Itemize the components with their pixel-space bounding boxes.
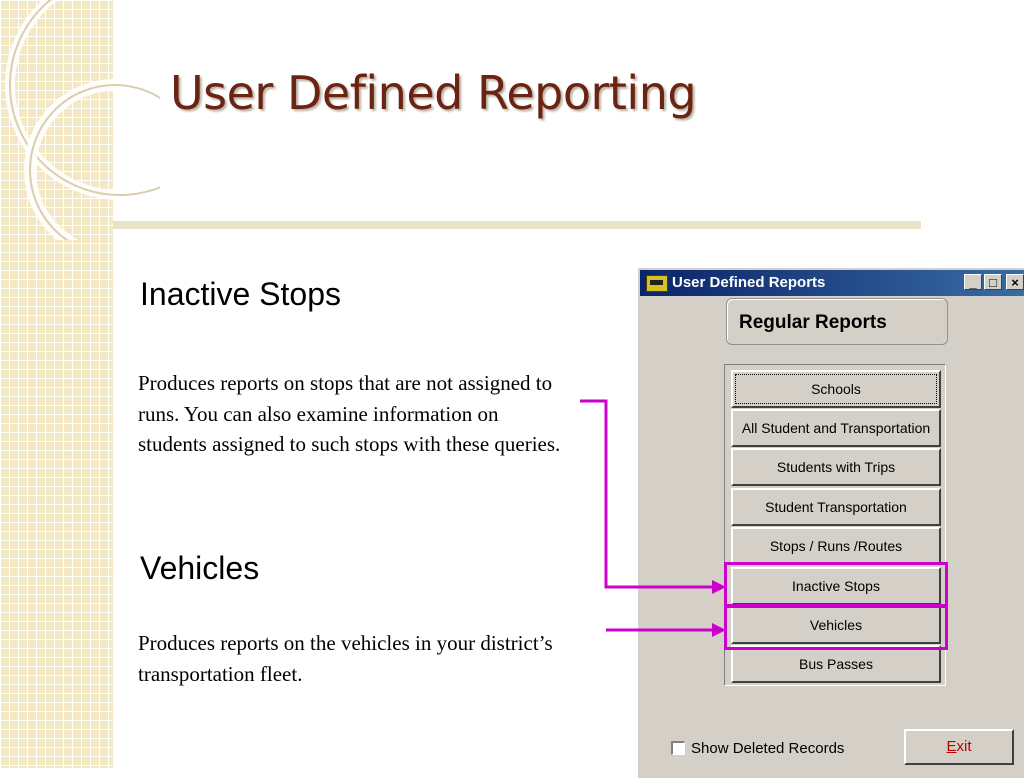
maximize-button[interactable]: □ bbox=[984, 274, 1002, 290]
show-deleted-records-label: Show Deleted Records bbox=[691, 740, 845, 757]
slide-title: User Defined Reporting bbox=[170, 66, 697, 120]
decorative-circles bbox=[0, 0, 160, 240]
students-with-trips-button[interactable]: Students with Trips bbox=[731, 448, 941, 486]
minimize-button[interactable]: _ bbox=[964, 274, 982, 290]
inactive-stops-button[interactable]: Inactive Stops bbox=[731, 567, 941, 605]
exit-button[interactable] bbox=[904, 729, 1014, 765]
section-heading-vehicles: Vehicles bbox=[140, 550, 260, 586]
schools-button[interactable]: Schools bbox=[731, 370, 941, 408]
vehicles-button[interactable]: Vehicles bbox=[731, 606, 941, 644]
student-transportation-button[interactable]: Student Transportation bbox=[731, 488, 941, 526]
exit-accelerator: E bbox=[946, 738, 957, 755]
stops-runs-routes-button[interactable]: Stops / Runs /Routes bbox=[731, 527, 941, 565]
vehicles-highlight bbox=[724, 604, 948, 650]
all-student-and-transportation-button[interactable]: All Student and Transportation bbox=[731, 409, 941, 447]
title-divider bbox=[113, 221, 921, 229]
regular-reports-label-box bbox=[726, 298, 948, 345]
section-heading-inactive-stops: Inactive Stops bbox=[140, 276, 341, 312]
dialog-title: User Defined Reports bbox=[672, 274, 826, 291]
section-body-vehicles: Produces reports on the vehicles in your district’s transportation fleet. bbox=[138, 631, 553, 686]
app-icon bbox=[646, 275, 668, 292]
section-body-inactive-stops: Produces reports on stops that are not assigned to runs. You can also examine information on students assigned to such stops with these queries. bbox=[138, 371, 561, 456]
close-button[interactable]: × bbox=[1006, 274, 1024, 290]
exit-label-rest: xit bbox=[956, 738, 972, 755]
inactive-stops-highlight bbox=[724, 562, 948, 608]
bus-passes-button[interactable]: Bus Passes bbox=[731, 645, 941, 683]
regular-reports-label: Regular Reports bbox=[739, 312, 887, 333]
show-deleted-records-checkbox[interactable] bbox=[671, 741, 685, 755]
dialog-titlebar[interactable] bbox=[640, 270, 1024, 296]
